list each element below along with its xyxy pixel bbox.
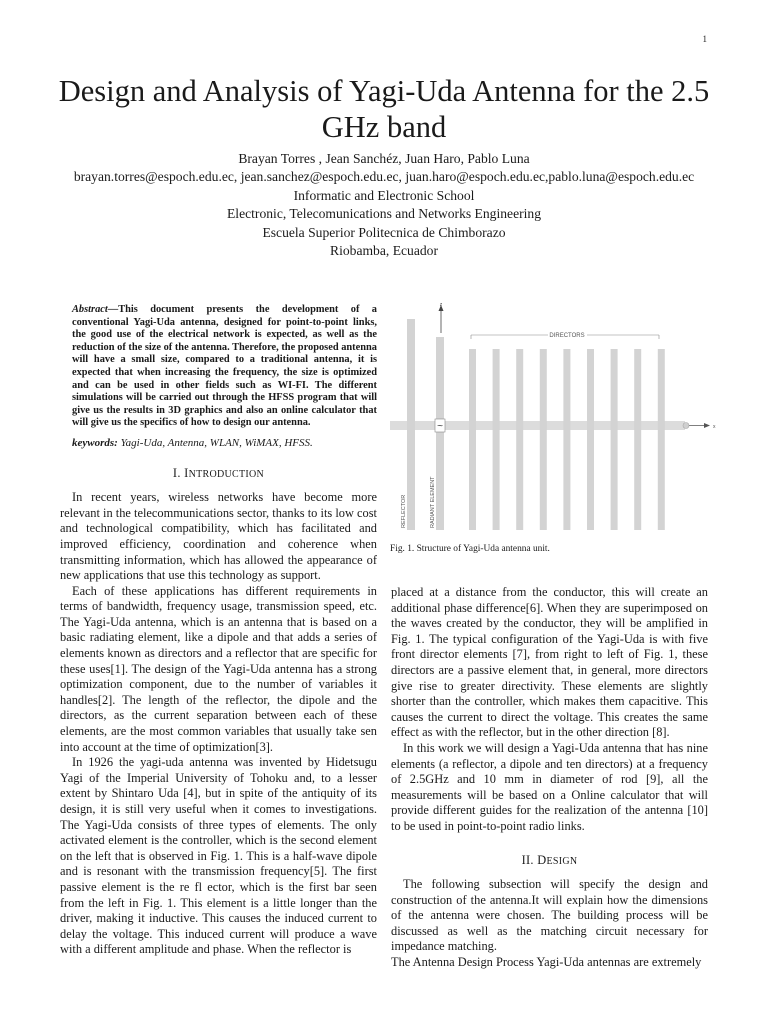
design-paragraph-2: The Antenna Design Process Yagi-Uda antennas are extremely bbox=[391, 955, 702, 970]
intro-paragraph-continued: placed at a distance from the conductor, this will create an additional phase difference[6]. When they are superimposed on the waves created by the conductor, they will be amplified in Fig. 1. The typical configuration of the Yagi-Uda is with five front director elements [7], from right to left of Fig. 1, these directors are a passive element that, in general, more directors give rise to greater directivity. These elements are slightly shorter than the controller, which makes them capacitive. This causes the current to direct the voltage. This creates the same effect as with the reflector, but in the other direction [8]. bbox=[391, 585, 708, 740]
design-paragraph-1: The following subsection will specify the design and construction of the antenna.It will explain how the dimensions of the antenna were chosen. The building process will be discussed as well as the matching circuit necessary for impedance matching. bbox=[391, 877, 708, 954]
author-names: Brayan Torres , Jean Sanchéz, Juan Haro, Pablo Luna bbox=[238, 151, 530, 166]
author-location: Riobamba, Ecuador bbox=[330, 243, 438, 259]
figure-caption: Fig. 1. Structure of Yagi-Uda antenna unit. bbox=[390, 544, 550, 554]
keywords bbox=[72, 436, 377, 452]
yagi-uda-diagram bbox=[390, 303, 720, 538]
left-column bbox=[60, 304, 377, 958]
intro-paragraph-2: Each of these applications has different requirements in terms of bandwidth, frequency usage, transmission speed, etc. The Yagi-Uda antenna, which is an antenna that is based on a basic radiating element, like a dipole and that adds a series of elements known as directors and a reflector that are specific for these uses[1]. The design of the Yagi-Uda antenna has a strong optimization component, due to the number of variables it handles[2]. The length of the reflector, the dipole and the directors, as the current separation between each of these elements, are the most common variables that usually take sen into account at the time of optimization[3]. bbox=[60, 583, 377, 754]
z-axis-label: z bbox=[439, 303, 443, 308]
reflector-element bbox=[407, 319, 415, 530]
radiant-element bbox=[436, 337, 444, 530]
intro-paragraph-3: In 1926 the yagi-uda antenna was invented by Hidetsugu Yagi of the Imperial University of Tohoku and, to a lesser extent by Shintaro Uda [4], but in spite of the antiquity of its design, it is still very useful when it comes to investigations. The Yagi-Uda consists of three types of elements. The only activated element is the controller, which is the second element on the left that is observed in Fig. 1. This is a half-wave dipole and is resonant with the transmission frequency[5]. The first passive element is the re fl ector, which is the first bar seen from the left in Fig. 1. This element is a little longer than the driver, making it inductive. This causes the induced current to delay the voltage. This induced current will produce a wave with a different amplitude and phase. When the reflector is bbox=[60, 755, 377, 957]
section-heading-introduction bbox=[60, 466, 377, 483]
intro-paragraph-4: In this work we will design a Yagi-Uda antenna that has nine elements (a reflector, a dipole and ten directors) at a frequency of 2.5GHz and 10 mm in diameter of rod [9], all the measurements will be based on a Online calculator that will provide different guides for the realization of the antenna [10] to be used in point-to-point radio links. bbox=[391, 740, 708, 833]
author-school: Informatic and Electronic School bbox=[293, 187, 475, 203]
author-emails: brayan.torres@espoch.edu.ec, jean.sanchez@espoch.edu.ec, juan.haro@espoch.edu.ec,pablo.luna@espoch.edu.ec bbox=[73, 169, 695, 185]
right-column bbox=[391, 585, 708, 971]
directors-label: DIRECTORS bbox=[549, 333, 585, 339]
director-element bbox=[611, 349, 618, 530]
director-element bbox=[493, 349, 500, 530]
paper-title: Design and Analysis of Yagi-Uda Antenna for the 2.5 GHz band bbox=[58, 74, 710, 144]
boom-end-cap bbox=[683, 423, 689, 429]
abstract bbox=[60, 304, 377, 430]
x-axis-arrow bbox=[704, 423, 710, 428]
abstract-text: —This document presents the development of a conventional Yagi-Uda antenna, designed for point-to-point links, the good use of the electrical network is expected, as well as the reduction of the size of the antenna. Therefore, the proposed antenna will have a small size, compared to a traditional antenna, it is expected that when increasing the frequency, the size is optimized and can be used in other fields such as WI-FI. The different simulations will be carried out through the HFSS program that will give us the results in 3D graphics and also an online calculator that will give us the specifics of how to design our antenna. bbox=[72, 304, 377, 429]
directors-group bbox=[469, 349, 665, 530]
director-element bbox=[540, 349, 547, 530]
director-element bbox=[563, 349, 570, 530]
keywords-label: keywords: bbox=[72, 436, 118, 449]
director-element bbox=[634, 349, 641, 530]
abstract-label: Abstract bbox=[72, 304, 108, 315]
reflector-label: REFLECTOR bbox=[401, 494, 407, 528]
director-element bbox=[516, 349, 523, 530]
feed-source-symbol: ~ bbox=[437, 421, 443, 432]
x-axis-label: x bbox=[713, 424, 716, 430]
keywords-text: Yagi-Uda, Antenna, WLAN, WiMAX, HFSS. bbox=[117, 436, 313, 449]
section-title-rest: ESIGN bbox=[546, 855, 578, 867]
section-first-letter: I bbox=[184, 465, 189, 480]
section-heading-design bbox=[391, 853, 708, 870]
figure-yagi-uda-structure bbox=[390, 303, 720, 558]
intro-paragraph-1: In recent years, wireless networks have become more relevant in the telecommunications sector, thanks to its low cost and technological compatibility, which has facilitated and improved efficiency, coordination and coherence when transmitting information, which has allowed the appearance of new applications that use this technology as support. bbox=[60, 490, 377, 583]
director-element bbox=[469, 349, 476, 530]
section-numeral: II. bbox=[521, 852, 538, 867]
director-element bbox=[658, 349, 665, 530]
section-title-rest: NTRODUCTION bbox=[188, 468, 265, 480]
section-numeral: I. bbox=[172, 465, 185, 480]
author-block bbox=[30, 150, 738, 260]
section-first-letter: D bbox=[537, 852, 547, 867]
author-institution: Escuela Superior Politecnica de Chimborazo bbox=[262, 224, 506, 240]
author-program: Electronic, Telecomunications and Networks Engineering bbox=[227, 206, 541, 222]
radiant-element-label: RADIANT ELEMENT bbox=[430, 476, 436, 528]
director-element bbox=[587, 349, 594, 530]
page-number: 1 bbox=[702, 34, 707, 44]
